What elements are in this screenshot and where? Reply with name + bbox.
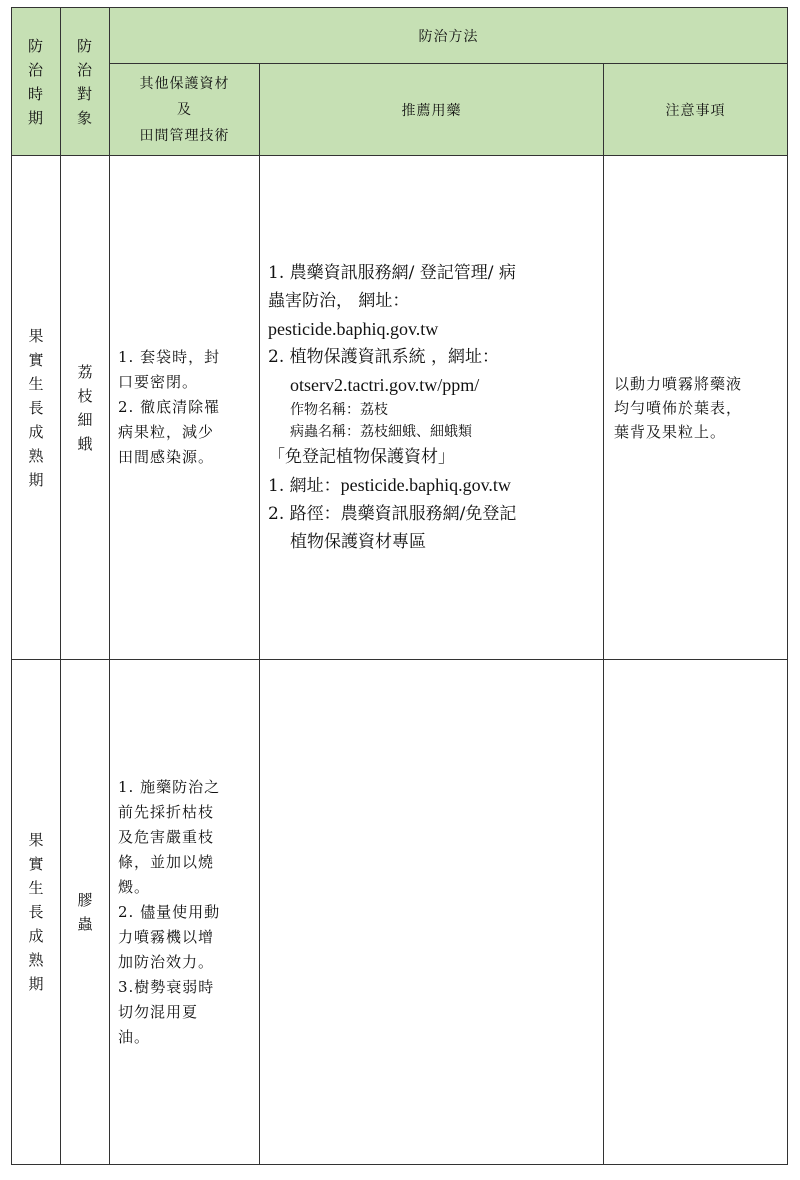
row2-period: 果 實 生 長 成 熟 期 — [12, 660, 61, 1165]
row1-other-materials: 1. 套袋時，封 口要密閉。 2. 徹底清除罹 病果粒，減少 田間感染源。 — [110, 156, 260, 660]
header-notes: 注意事項 — [604, 64, 788, 156]
table-row — [12, 660, 788, 1165]
header-target: 防 治 對 象 — [61, 8, 110, 156]
row2-target: 膠 蟲 — [61, 660, 110, 1165]
header-period: 防 治 時 期 — [12, 8, 61, 156]
header-method-title: 防治方法 — [110, 8, 788, 64]
pest-control-table — [11, 7, 788, 1165]
row1-notes: 以動力噴霧將藥液 均勻噴佈於葉表， 葉背及果粒上。 — [604, 156, 788, 660]
table-row — [12, 156, 788, 660]
row1-recommended-drug: 1. 農藥資訊服務網/ 登記管理/ 病 蟲害防治， 網址： pesticide.baphiq.gov.tw 2. 植物保護資訊系統 ，網址： otserv2.tactri.gov.tw/ppm/ 作物名稱：荔枝 病蟲名稱：荔枝細蛾、細蛾類 「免登記植物保護資材」 1. 網址：pesticide.baphiq.gov.tw 2. 路徑：農藥資訊服務網/免登記 植物保護資材專區 — [260, 156, 604, 660]
row1-period: 果 實 生 長 成 熟 期 — [12, 156, 61, 660]
header-other-materials: 其他保護資材 及 田間管理技術 — [110, 64, 260, 156]
header-recommended-drug: 推薦用藥 — [260, 64, 604, 156]
row2-other-materials: 1. 施藥防治之 前先採折枯枝 及危害嚴重枝 條，並加以燒 燬。 2. 儘量使用動 力噴霧機以增 加防治效力。 3.樹勢衰弱時 切勿混用夏 油。 — [110, 660, 260, 1165]
row2-recommended-drug — [260, 660, 604, 1165]
pesticide-url: pesticide.baphiq.gov.tw — [268, 319, 439, 339]
row1-target: 荔 枝 細 蛾 — [61, 156, 110, 660]
row2-notes — [604, 660, 788, 1165]
ppm-url: otserv2.tactri.gov.tw/ppm/ — [290, 375, 480, 395]
pesticide-url-2: pesticide.baphiq.gov.tw — [340, 475, 511, 495]
